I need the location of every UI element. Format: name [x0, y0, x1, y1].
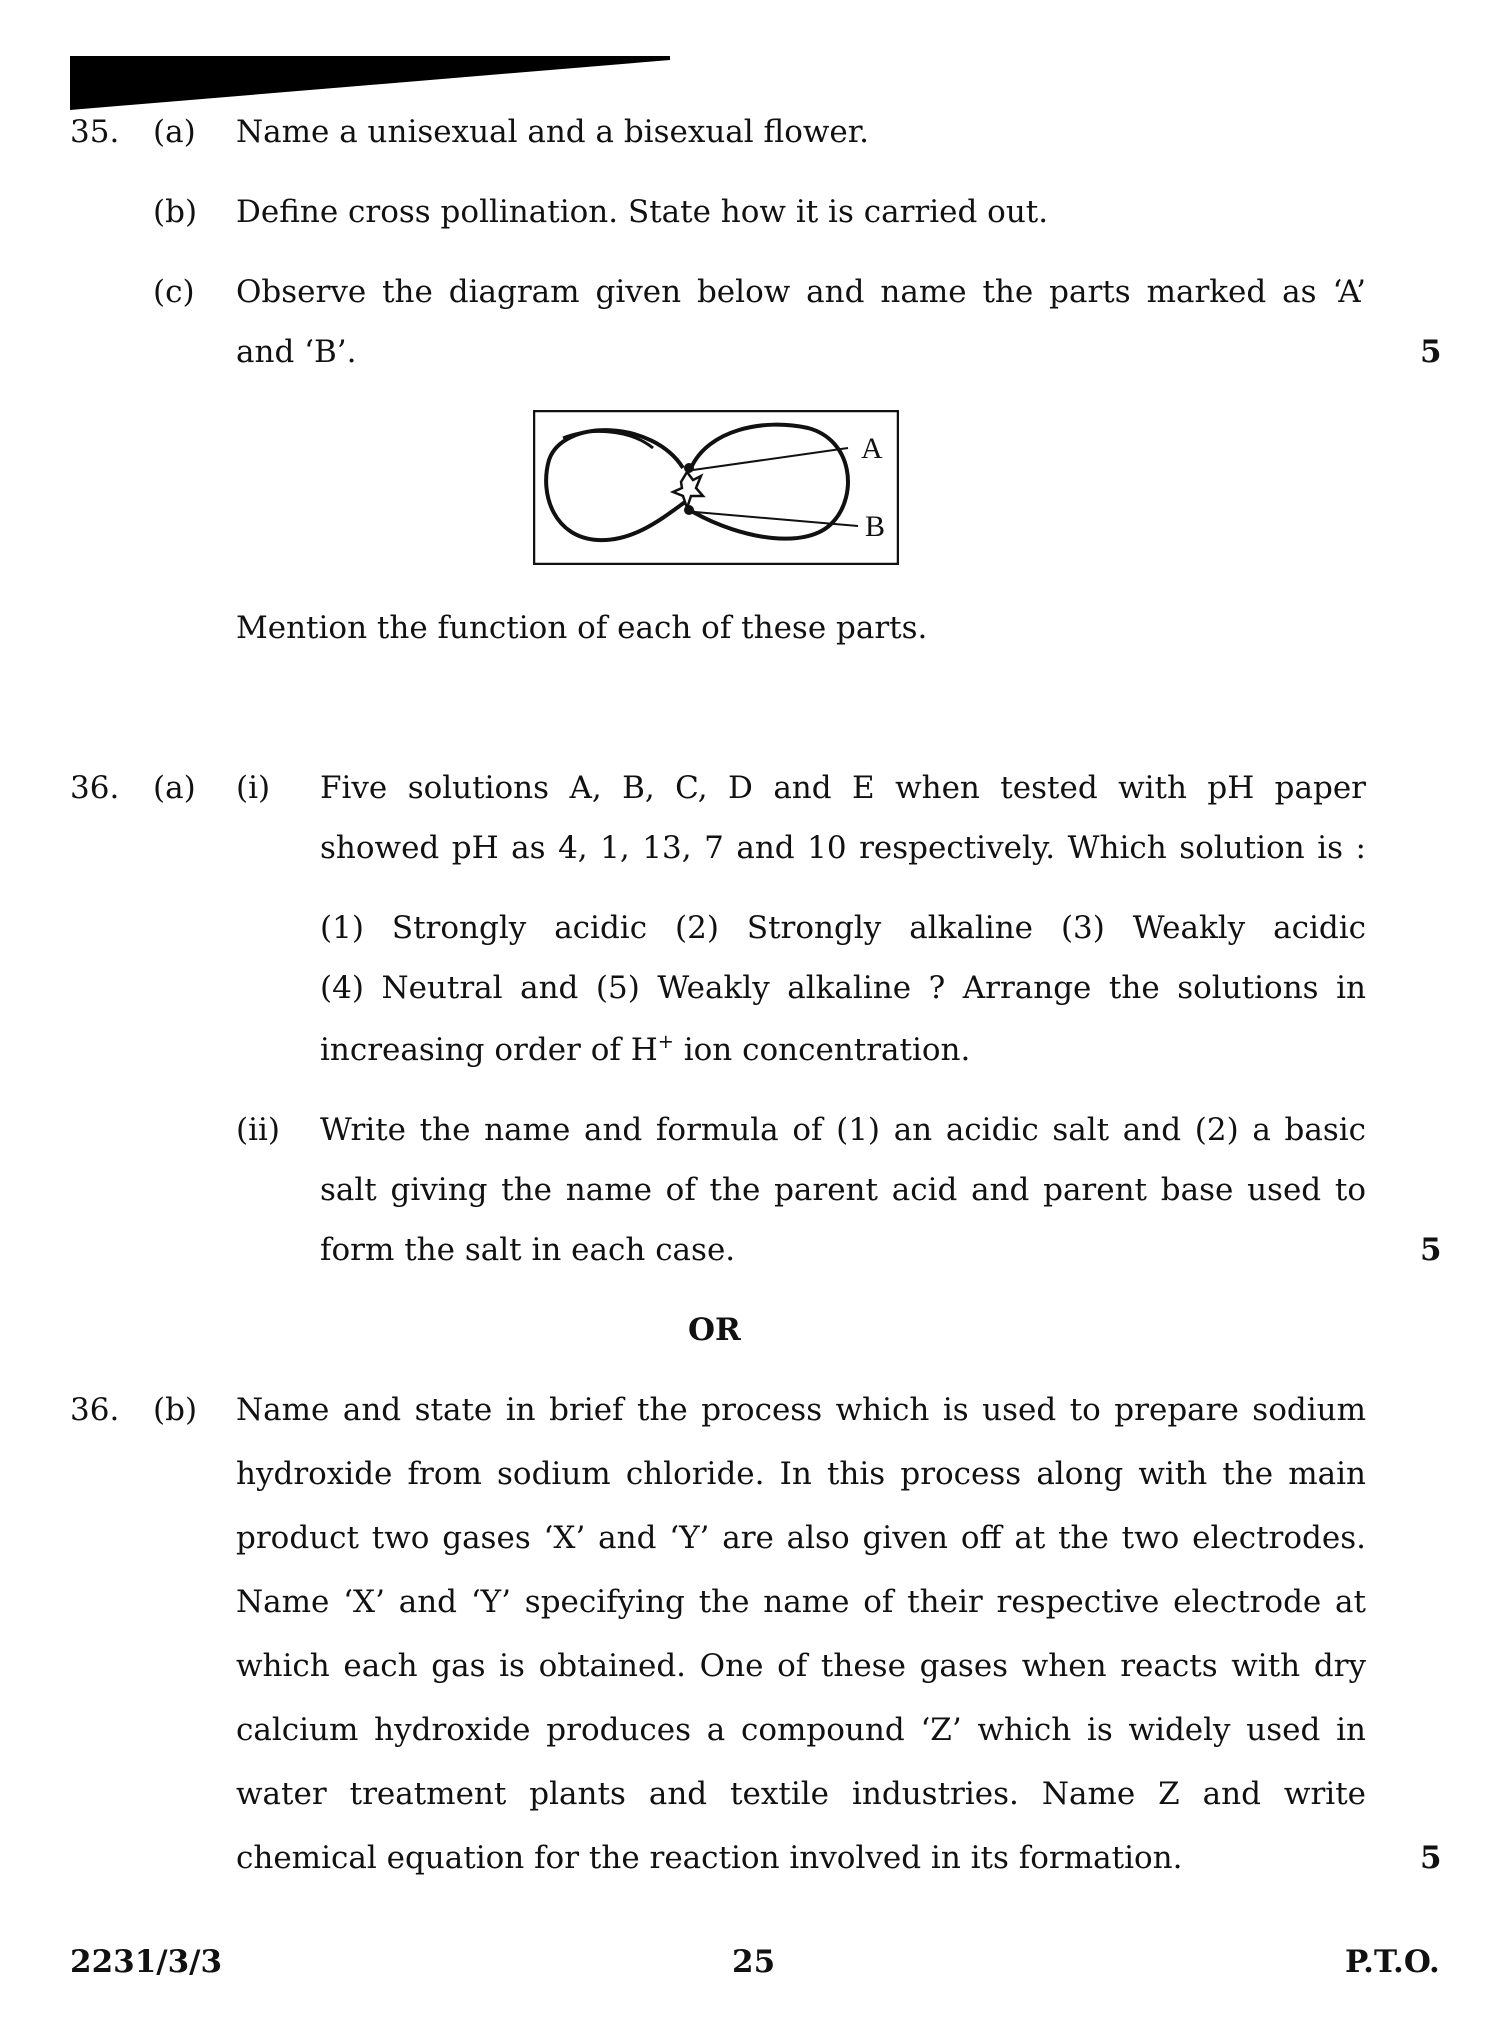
or-divider: OR [688, 1312, 741, 1348]
diagram-label-b: B [865, 510, 886, 543]
q36b-line: chemical equation for the reaction involved in its formation. [236, 1840, 1183, 1876]
q36b-line: which each gas is obtained. One of these gases when reacts with dry [236, 1648, 1366, 1684]
paper-code: 2231/3/3 [70, 1944, 223, 1980]
flower-diagram-drawing [533, 410, 899, 565]
q36a-i-line5 [320, 1030, 970, 1070]
q36a-i-line1: Five solutions A, B, C, D and E when tested with pH paper [320, 770, 1366, 806]
q36b-marks: 5 [1420, 1840, 1442, 1876]
q35-c-label: (c) [153, 274, 195, 310]
q36a-i-line2: showed pH as 4, 1, 13, 7 and 10 respectively. Which solution is : [320, 830, 1366, 866]
q35-number: 35. [70, 114, 120, 150]
q35-a-text: Name a unisexual and a bisexual flower. [236, 114, 870, 150]
q36a-ii-line3: form the salt in each case. [320, 1232, 736, 1268]
q35-c-line1: Observe the diagram given below and name the parts marked as ‘A’ [236, 274, 1366, 310]
q36b-line: product two gases ‘X’ and ‘Y’ are also given off at the two electrodes. [236, 1520, 1366, 1556]
pto-note: P.T.O. [1345, 1944, 1440, 1980]
h-ion-superscript: + [657, 1029, 674, 1053]
page-number: 25 [732, 1944, 776, 1980]
q36b-line: Name and state in brief the process which is used to prepare sodium [236, 1392, 1366, 1428]
q36a-marks: 5 [1420, 1232, 1442, 1268]
q35-c-line2: and ‘B’. [236, 334, 357, 370]
q35-a-label: (a) [153, 114, 196, 150]
q36a-ii-label: (ii) [236, 1112, 281, 1148]
q36b-number: 36. [70, 1392, 120, 1428]
q36b-line: calcium hydroxide produces a compound ‘Z’ which is widely used in [236, 1712, 1366, 1748]
header-bar [70, 56, 670, 110]
q36b-line: Name ‘X’ and ‘Y’ specifying the name of their respective electrode at [236, 1584, 1366, 1620]
diagram-label-a: A [861, 432, 883, 465]
q36a-ii-line2: salt giving the name of the parent acid and parent base used to [320, 1172, 1366, 1208]
q36a-number: 36. [70, 770, 120, 806]
q36b-line: hydroxide from sodium chloride. In this process along with the main [236, 1456, 1366, 1492]
q35-b-text: Define cross pollination. State how it is carried out. [236, 194, 1049, 230]
q35-b-label: (b) [153, 194, 198, 230]
q36a-i-line3: (1) Strongly acidic (2) Strongly alkaline (3) Weakly acidic [320, 910, 1366, 946]
q36a-ii-line1: Write the name and formula of (1) an acidic salt and (2) a basic [320, 1112, 1366, 1148]
q36a-i-line4: (4) Neutral and (5) Weakly alkaline ? Arrange the solutions in [320, 970, 1366, 1006]
q36a-i-line5-post: ion concentration. [673, 1032, 971, 1068]
q36a-label: (a) [153, 770, 196, 806]
q35-marks: 5 [1420, 334, 1442, 370]
q36b-label: (b) [153, 1392, 198, 1428]
q36b-line: water treatment plants and textile industries. Name Z and write [236, 1776, 1366, 1812]
q36a-i-label: (i) [236, 770, 271, 806]
q35-followup: Mention the function of each of these parts. [236, 610, 928, 646]
flower-diagram [533, 410, 899, 565]
q36a-i-line5-pre: increasing order of H [320, 1032, 658, 1068]
